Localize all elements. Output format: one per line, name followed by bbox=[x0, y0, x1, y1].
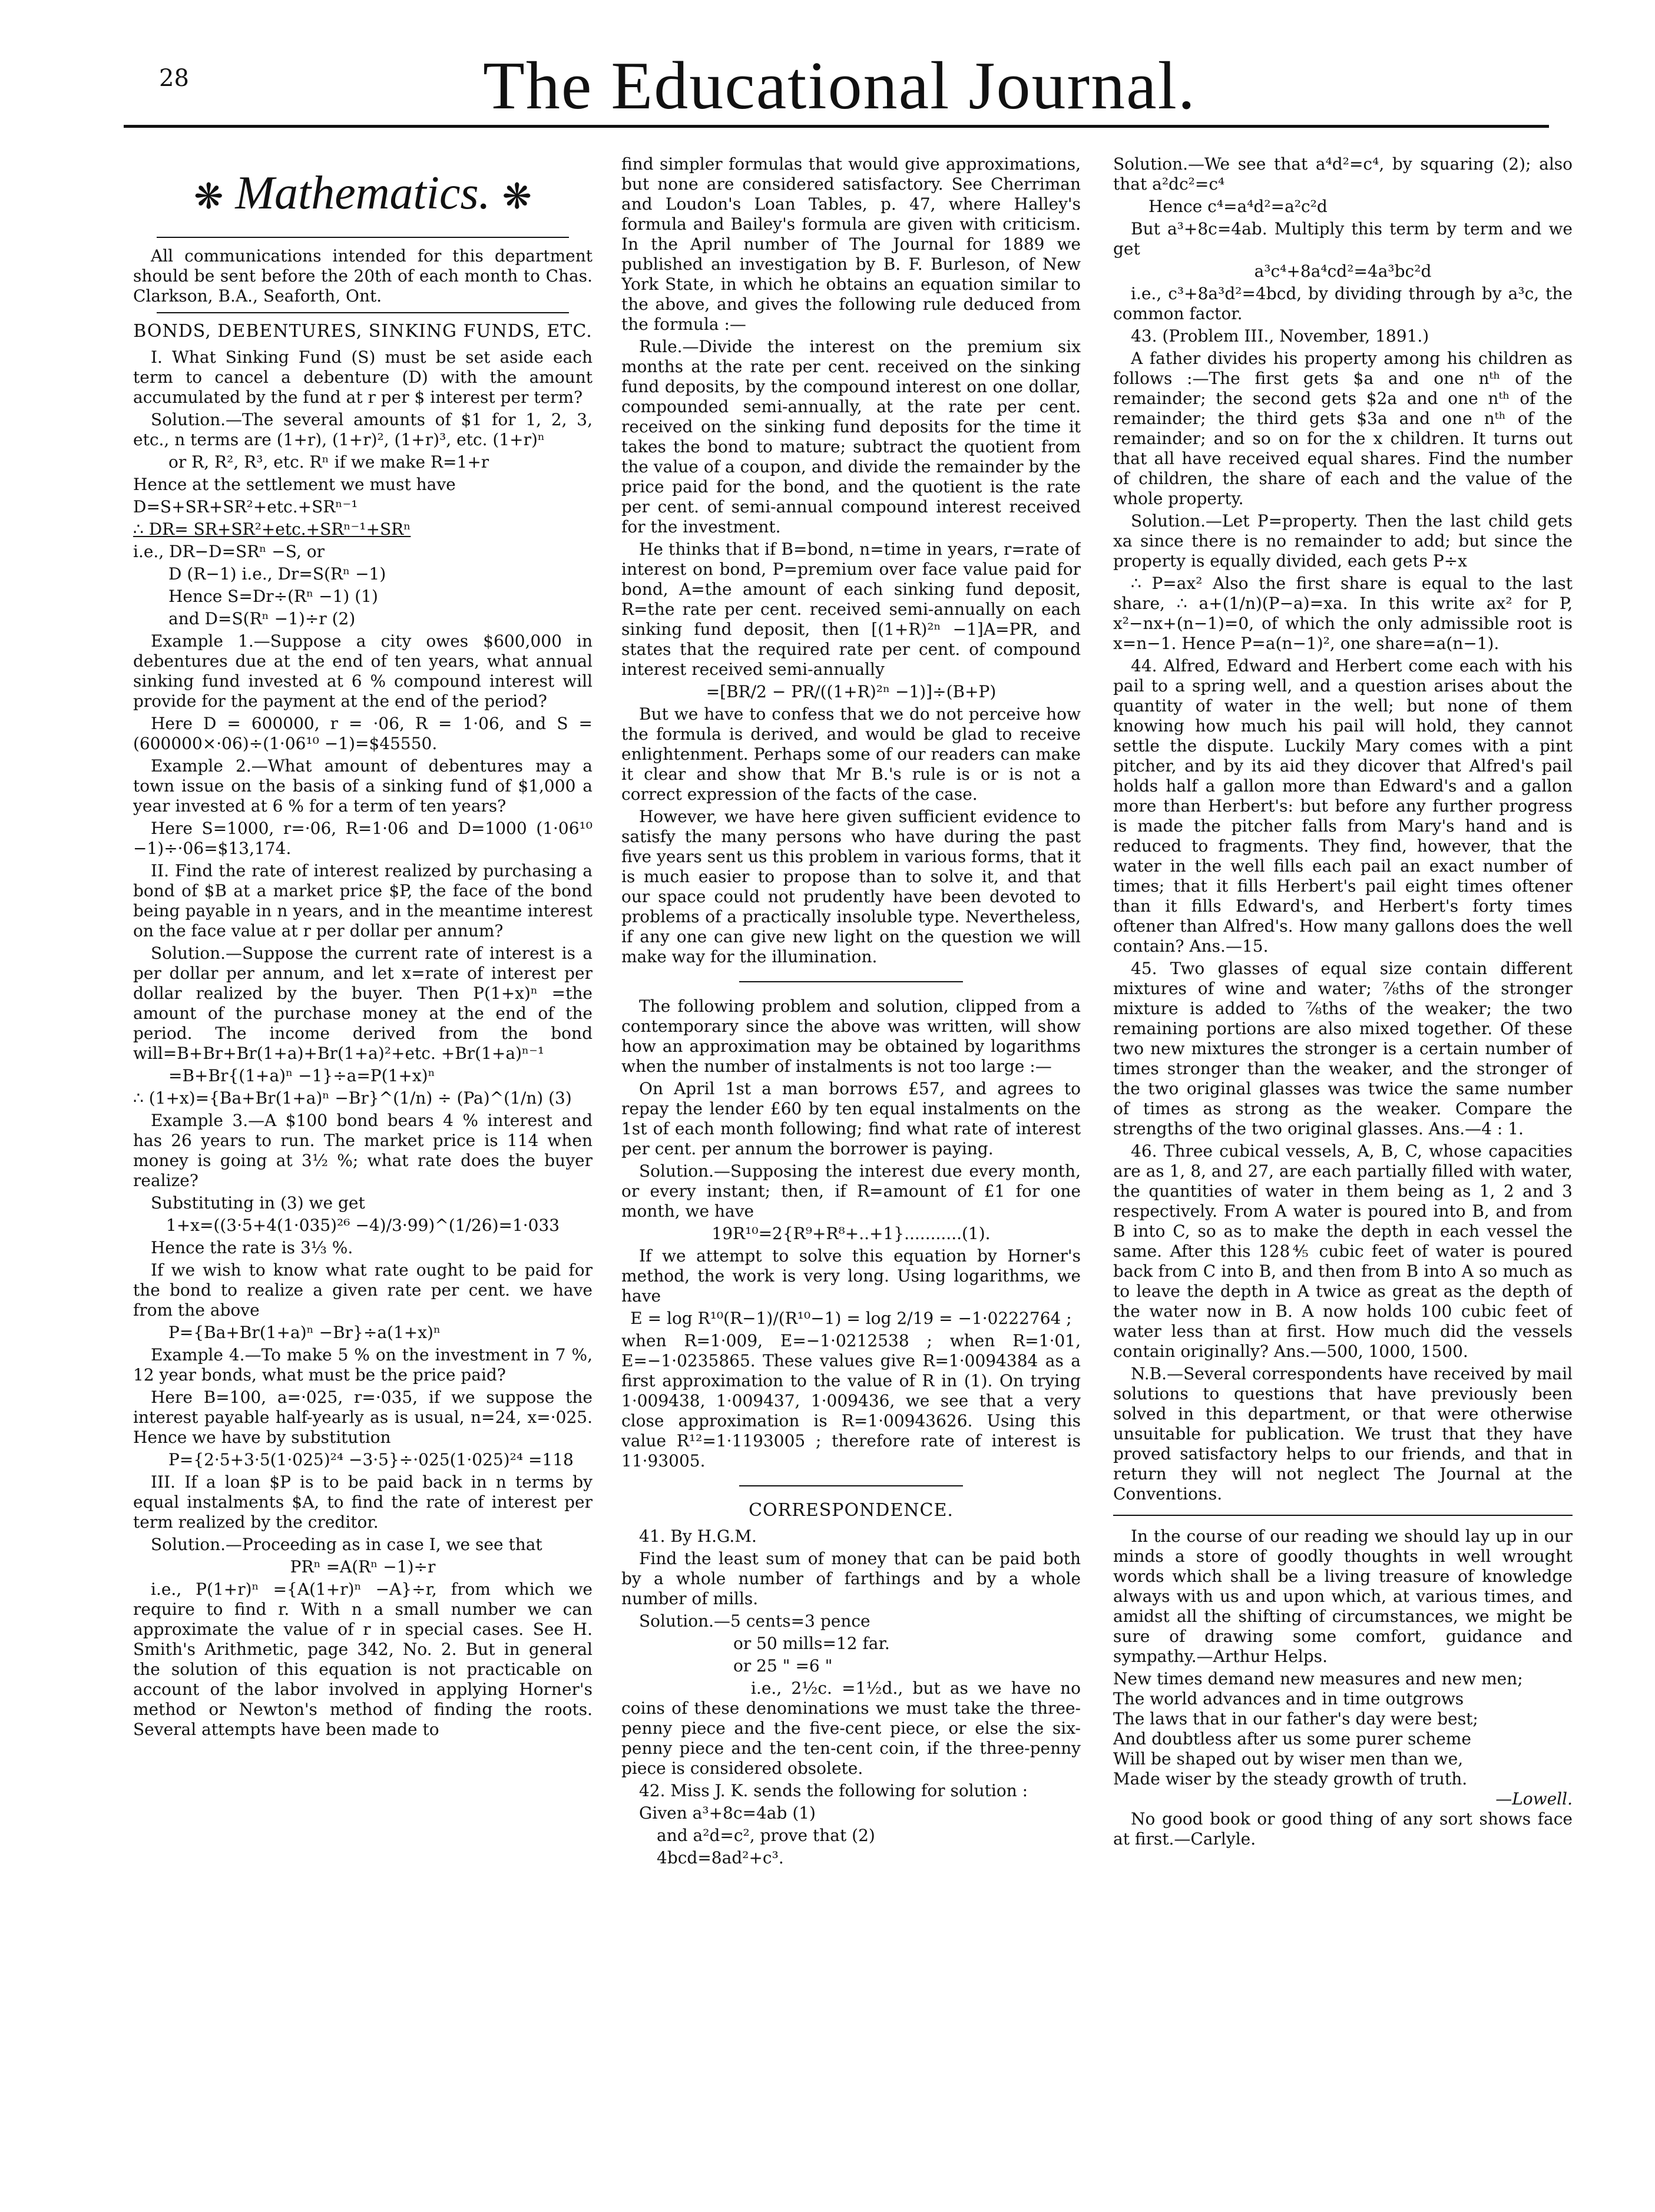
paragraph: Solution.—Let P=property. Then the last child gets xa since there is no remainder to add; but since the property is equally divided, each gets P÷x bbox=[1113, 511, 1573, 571]
paragraph: i.e., c³+8a³d²=4bcd, by dividing through by a³c, the common factor. bbox=[1113, 284, 1573, 323]
divider bbox=[157, 237, 569, 238]
poem-line: Will be shaped out by wiser men than we, bbox=[1113, 1749, 1464, 1769]
paragraph: I. What Sinking Fund (S) must be set aside each term to cancel a debenture (D) with the amount accumulated by the fund at r per $ interest per term? bbox=[133, 347, 593, 407]
paragraph: i.e., P(1+r)ⁿ ={A(1+r)ⁿ −A}÷r, from which we require to find r. With n a small number we can approximate the value of r in special cases. See H. Smith's Arithmetic, page 342, No. 2. But in general the solution of this equation is not practicable on account of the labor involved in applying Horner's method or Newton's method of finding the roots. Several attempts have been made to bbox=[133, 1579, 593, 1739]
poem-lowell bbox=[1113, 1669, 1573, 1809]
paragraph: Solution.—Suppose the current rate of interest is a per dollar per annum, and let x=rate of interest per dollar realized by the buyer. Then P(1+x)ⁿ =the amount of the purchase money at the end of the period. The income derived from the bond will=B+Br+Br(1+a)+Br(1+a)²+etc. +Br(1+a)ⁿ⁻¹ bbox=[133, 943, 593, 1063]
department-notice: All communications intended for this department should be sent before the 20th of each month to Chas. Clarkson, B.A., Seaforth, Ont. bbox=[133, 246, 593, 306]
paragraph: N.B.—Several correspondents have received by mail solutions to questions that have previously been solved in this department, or that were otherwise unsuitable for publication. We trust that they have proved satisfactory helps to our friends, and that in return they will not neglect The Journal at the Conventions. bbox=[1113, 1364, 1573, 1504]
paragraph: On April 1st a man borrows £57, and agrees to repay the lender £60 by ten equal instalments on the 1st of each month following; find what rate of interest per cent. per annum the borrower is paying. bbox=[621, 1079, 1081, 1158]
equation: ∴ (1+x)={Ba+Br(1+a)ⁿ −Br}^(1/n) ÷ (Pa)^(1/n) (3) bbox=[133, 1088, 572, 1108]
divider bbox=[739, 981, 963, 982]
paragraph: He thinks that if B=bond, n=time in years, r=rate of interest on bond, P=premium over face value paid for bond, A=the amount of each sinking fund deposit, R=the rate per cent. received semi-annually on each sinking fund deposit, then [(1+R)²ⁿ −1]A=PR, and states that the required rate per cent. of compound interest received semi-annually bbox=[621, 539, 1081, 679]
poem-line: New times demand new measures and new men; bbox=[1113, 1669, 1523, 1688]
paragraph: Example 4.—To make 5 % on the investment in 7 %, 12 year bonds, what must be the price paid? bbox=[133, 1345, 593, 1385]
paragraph: 44. Alfred, Edward and Herbert come each with his pail to a spring well, and a question arises about the quantity of water in the well; but none of them knowing how much his pail will hold, they cannot settle the dispute. Luckily Mary comes with a pint pitcher, and by its aid they dicover that Alfred's pail holds half a gallon more than Edward's and a gallon more than Herbert's: but before any further progress is made the pitcher falls from Mary's hand and is reduced to fragments. They find, however, that the water in the well fills each pail an exact number of times; that it fills Herbert's pail eight times oftener than it fills Edward's, and Herbert's forty times oftener than Alfred's. How many gallons does the well contain? Ans.—15. bbox=[1113, 656, 1573, 956]
ornament-right-icon: ❋ bbox=[502, 177, 532, 216]
equation: Hence c⁴=a⁴d²=a²c²d bbox=[1148, 197, 1328, 216]
paragraph: However, we have here given sufficient evidence to satisfy the many persons who have during the past five years sent us this problem in various forms, that it is much easier to propose than to solve it, and that our space could not prudently have been devoted to problems of a practically insoluble type. Nevertheless, if any one can give new light on the question we will make way for the illumination. bbox=[621, 807, 1081, 966]
quotation-carlyle: No good book or good thing of any sort shows face at first.—Carlyle. bbox=[1113, 1809, 1573, 1849]
equation: E = log R¹⁰(R−1)/(R¹⁰−1) = log 2/19 = −1·0222764 ; bbox=[630, 1309, 1072, 1328]
paragraph: But a³+8c=4ab. Multiply this term by term and we get bbox=[1113, 219, 1573, 259]
equation: 19R¹⁰=2{R⁹+R⁸+..+1}...........(1). bbox=[711, 1224, 991, 1243]
section-title bbox=[133, 165, 593, 225]
equation: 4bcd=8ad²+c³. bbox=[657, 1848, 784, 1867]
paragraph: If we attempt to solve this equation by Horner's method, the work is very long. Using logarithms, we have bbox=[621, 1246, 1081, 1306]
paragraph: 43. (Problem III., November, 1891.) bbox=[1131, 326, 1429, 346]
paragraph: Here S=1000, r=·06, R=1·06 and D=1000 (1·06¹⁰ −1)÷·06=$13,174. bbox=[133, 819, 593, 858]
paragraph: Solution.—Supposing the interest due every month, or every instant; then, if R=amount of £1 for one month, we have bbox=[621, 1161, 1081, 1221]
paragraph: If we wish to know what rate ought to be paid for the bond to realize a given rate per cent. we have from the above bbox=[133, 1260, 593, 1320]
column-3 bbox=[1113, 154, 1573, 2198]
paragraph: Example 3.—A $100 bond bears 4 % interest and has 26 years to run. The market price is 114 when money is going at 3½ %; what rate does the buyer realize? bbox=[133, 1111, 593, 1190]
equation: P={Ba+Br(1+a)ⁿ −Br}÷a(1+x)ⁿ bbox=[168, 1323, 441, 1342]
journal-title: The Educational Journal. bbox=[483, 48, 1196, 124]
equation: and D=S(Rⁿ −1)÷r (2) bbox=[168, 609, 356, 628]
equation: =B+Br{(1+a)ⁿ −1}÷a=P(1+x)ⁿ bbox=[168, 1066, 435, 1085]
equation: a³c⁴+8a⁴cd²=4a³bc²d bbox=[1254, 261, 1432, 281]
paragraph: 45. Two glasses of equal size contain different mixtures of wine and water; ⅞ths of the stronger mixture is added to ⅞ths of the weaker; the two remaining portions are also mixed together. Of these two new mixtures the stronger is a certain number of times stronger than the weaker, and the stronger of the two original glasses was twice the same number of times as strong as the weaker. Compare the strengths of the two original glasses. Ans.—4 : 1. bbox=[1113, 959, 1573, 1138]
section-title-text: Mathematics. bbox=[235, 167, 491, 219]
correspondence-heading: CORRESPONDENCE. bbox=[749, 1500, 954, 1521]
poem-line: Made wiser by the steady growth of truth. bbox=[1113, 1769, 1468, 1789]
equation: PRⁿ =A(Rⁿ −1)÷r bbox=[290, 1557, 436, 1577]
paragraph: Solution.—5 cents=3 pence bbox=[639, 1611, 870, 1631]
equation: D (R−1) i.e., Dr=S(Rⁿ −1) bbox=[168, 564, 386, 584]
paragraph: Rule.—Divide the interest on the premium six months at the rate per cent. received on the sinking fund deposits, by the compound interest on one dollar, compounded semi-annually, at the rate per cent. received on the sinking fund deposits for the time it takes the bond to mature; subtract the quotient from the value of a coupon, and divide the remainder by the price paid for the bond, and the quotient is the rate per cent. of semi-annual compound interest received for the investment. bbox=[621, 337, 1081, 537]
header-rule bbox=[124, 125, 1549, 128]
equation: and a²d=c², prove that (2) bbox=[657, 1826, 875, 1845]
paragraph: The following problem and solution, clipped from a contemporary since the above was written, will show how an approximation may be obtained by logarithms when the number of instalments is not too large :— bbox=[621, 996, 1081, 1076]
page-number: 28 bbox=[159, 65, 189, 92]
equation: P={2·5+3·5(1·025)²⁴ −3·5}÷·025(1·025)²⁴ =118 bbox=[168, 1450, 574, 1469]
paragraph: A father divides his property among his children as follows :—The first gets $a and one nᵗʰ of the remainder; the second gets $2a and one nᵗʰ of the remainder; the third gets $3a and one nᵗʰ of the remainder; and so on for the x children. It turns out that all have received equal shares. Find the number of children, the share of each and the value of the whole property. bbox=[1113, 349, 1573, 508]
equation: or 25 " =6 " bbox=[733, 1656, 833, 1675]
equation: =[BR/2 − PR/((1+R)²ⁿ −1)]÷(B+P) bbox=[706, 682, 997, 701]
paragraph: 42. Miss J. K. sends the following for solution : bbox=[639, 1781, 1028, 1800]
equation: Given a³+8c=4ab (1) bbox=[639, 1803, 816, 1823]
poem-author: —Lowell. bbox=[1495, 1789, 1573, 1809]
article-heading: BONDS, DEBENTURES, SINKING FUNDS, ETC. bbox=[133, 321, 593, 342]
paragraph: i.e., 2½c. =1½d., but as we have no coins of these denominations we must take the three-penny piece and the five-cent piece, or else the six-penny piece and the ten-cent coin, if the three-penny piece is considered obsolete. bbox=[621, 1678, 1081, 1778]
equation: or R, R², R³, etc. Rⁿ if we make R=1+r bbox=[168, 452, 489, 472]
equation: i.e., DR−D=SRⁿ −S, or bbox=[133, 542, 325, 561]
page-header bbox=[124, 48, 1549, 135]
equation: 1+x=((3·5+4(1·035)²⁶ −4)/3·99)^(1/26)=1·033 bbox=[166, 1216, 560, 1235]
paragraph: Here D = 600000, r = ·06, R = 1·06, and S = (600000×·06)÷(1·06¹⁰ −1)=$45550. bbox=[133, 714, 593, 753]
paragraph: Here B=100, a=·025, r=·035, if we suppose the interest payable half-yearly as is usual, n=24, x=·025. Hence we have by substitution bbox=[133, 1388, 593, 1447]
quotation-helps: In the course of our reading we should lay up in our minds a store of goodly thoughts in well wrought words which shall be a living treasure of knowledge always with us and upon which, at various times, and amidst all the shifting of circumstances, we might be sure of drawing some comfort, guidance and sympathy.—Arthur Helps. bbox=[1113, 1526, 1573, 1666]
paragraph: Solution.—Proceeding as in case I, we see that bbox=[151, 1535, 542, 1554]
paragraph: Example 1.—Suppose a city owes $600,000 in debentures due at the end of ten years, what annual sinking fund invested at 6 % compound interest will provide for the payment at the end of the period? bbox=[133, 631, 593, 711]
paragraph: Substituting in (3) we get bbox=[151, 1193, 365, 1213]
paragraph: But we have to confess that we do not perceive how the formula is derived, and would be glad to receive enlightenment. Perhaps some of our readers can make it clear and show that Mr B.'s rule is or is not a correct expression of the facts of the case. bbox=[621, 704, 1081, 804]
paragraph: Solution.—The several amounts of $1 for 1, 2, 3, etc., n terms are (1+r), (1+r)², (1+r)³, etc. (1+r)ⁿ bbox=[133, 410, 593, 449]
poem-line: The world advances and in time outgrows bbox=[1113, 1689, 1464, 1708]
paragraph: Example 2.—What amount of debentures may a town issue on the basis of a sinking fund of $1,000 a year invested at 6 % for a term of ten years? bbox=[133, 756, 593, 816]
paragraph: Find the least sum of money that can be paid both by a whole number of farthings and by a whole number of mills. bbox=[621, 1549, 1081, 1608]
paragraph: find simpler formulas that would give approximations, but none are considered satisfactory. See Cherriman and Loudon's Loan Tables, p. 47, where Halley's formula and Bailey's formula are given with criticism. In the April number of The Journal for 1889 we published an investigation by B. F. Burleson, of New York State, in which he obtains an equation similar to the above, and gives the following rule deduced from the formula :— bbox=[621, 154, 1081, 334]
equation: D=S+SR+SR²+etc.+SRⁿ⁻¹ bbox=[133, 497, 358, 516]
paragraph: Solution.—We see that a⁴d²=c⁴, by squaring (2); also that a²dc²=c⁴ bbox=[1113, 154, 1573, 194]
poem-line: The laws that in our father's day were best; bbox=[1113, 1709, 1478, 1728]
ornament-left-icon: ❋ bbox=[194, 177, 224, 216]
column-1 bbox=[133, 154, 593, 2198]
paragraph: when R=1·009, E=−1·0212538 ; when R=1·01, E=−1·0235865. These values give R=1·0094384 as a first approximation to the value of R in (1). On trying 1·009438, 1·009437, 1·009436, we see that a very close approximation is R=1·00943626. Using this value R¹²=1·1193005 ; therefore rate of interest is 11·93005. bbox=[621, 1331, 1081, 1471]
equation: Hence S=Dr÷(Rⁿ −1) (1) bbox=[168, 587, 378, 606]
paragraph: 41. By H.G.M. bbox=[639, 1526, 757, 1546]
equation: or 50 mills=12 far. bbox=[733, 1634, 890, 1653]
paragraph: III. If a loan $P is to be paid back in n terms by equal instalments $A, to find the rate of interest per term realized by the creditor. bbox=[133, 1472, 593, 1532]
paragraph: 46. Three cubical vessels, A, B, C, whose capacities are as 1, 8, and 27, are each partially filled with water, the quantities of water in them being as 1, 2 and 3 respectively. From A water is poured into B, and from B into C, so as to make the depth in each vessel the same. After this 128⅘ cubic feet of water is poured back from C into B, and then from B into A so much as to leave the depth in A twice as great as the depth of the water now in B. A now holds 100 cubic feet of water less than at first. How much did the vessels contain originally? Ans.—500, 1000, 1500. bbox=[1113, 1141, 1573, 1361]
divider bbox=[1113, 1515, 1573, 1516]
paragraph: Hence the rate is 3⅓ %. bbox=[151, 1238, 353, 1257]
divider bbox=[739, 1485, 963, 1486]
paragraph: Hence at the settlement we must have bbox=[133, 475, 456, 494]
paragraph: ∴ P=ax² Also the first share is equal to the last share, ∴ a+(1/n)(P−a)=xa. In this write ax² for P, x²−nx+(n−1)=0, of which the only admissible root is x=n−1. Hence P=a(n−1)², one share=a(n−1). bbox=[1113, 574, 1573, 653]
column-2 bbox=[621, 154, 1081, 2198]
equation: ∴ DR= SR+SR²+etc.+SRⁿ⁻¹+SRⁿ bbox=[133, 519, 411, 539]
divider bbox=[157, 312, 569, 313]
paragraph: II. Find the rate of interest realized by purchasing a bond of $B at a market price $P, the face of the bond being payable in n years, and in the meantime interest on the face value at r per dollar per annum? bbox=[133, 861, 593, 941]
poem-line: And doubtless after us some purer scheme bbox=[1113, 1729, 1471, 1749]
